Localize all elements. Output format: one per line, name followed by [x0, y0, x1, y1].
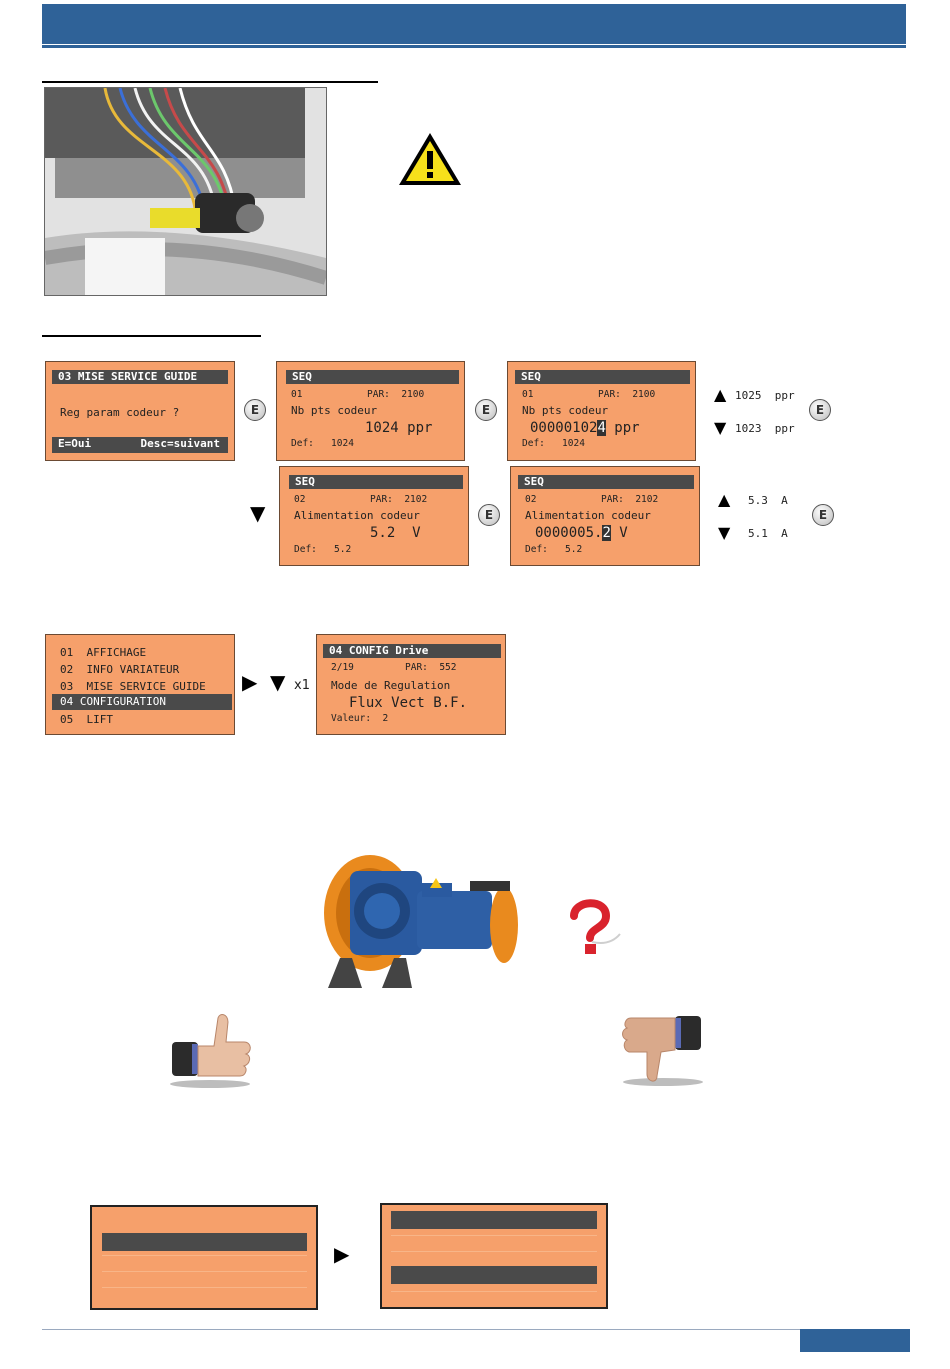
lcd-default: Def: 1024	[291, 438, 354, 449]
menu-item: 01 AFFICHAGE	[60, 646, 147, 659]
menu-item: 02 INFO VARIATEUR	[60, 663, 180, 676]
down-arrow-icon: ▼	[250, 501, 266, 525]
lcd-screen-alimentation-edit	[510, 466, 700, 566]
increment-value: 5.3 A	[748, 494, 788, 507]
lcd-title: SEQ	[289, 475, 463, 489]
lcd-seq-num: 01	[522, 389, 534, 400]
lcd-default: Def: 5.2	[294, 544, 352, 555]
lcd-title: SEQ	[286, 370, 459, 384]
lcd-param-index: 2/19	[331, 662, 354, 673]
increment-value: 1025 ppr	[735, 389, 795, 402]
lcd-cursor-digit: 2	[602, 525, 611, 541]
press-count: x1	[294, 678, 310, 693]
lcd-prompt: Reg param codeur ?	[60, 406, 180, 419]
lcd-footer-right: Desc=suivant	[140, 437, 220, 450]
decrement-value: 5.1 A	[748, 527, 788, 540]
menu-item: 05 LIFT	[60, 713, 113, 726]
lcd-par: PAR: 2102	[601, 494, 659, 505]
down-arrow-icon: ▼	[714, 418, 727, 437]
e-button[interactable]: E	[478, 504, 500, 526]
lcd-title: 03 MISE SERVICE GUIDE	[52, 370, 228, 384]
e-button[interactable]: E	[475, 399, 497, 421]
warning-icon	[397, 131, 463, 191]
lcd-label: Alimentation codeur	[294, 509, 420, 522]
lcd-title: SEQ	[518, 475, 694, 489]
lcd-config-drive	[316, 634, 506, 735]
lcd-highlight-row	[391, 1266, 597, 1284]
lcd-cursor-digit: 4	[597, 420, 606, 436]
lcd-value-edit: 000001024 ppr	[530, 420, 640, 436]
lcd-par: PAR: 552	[405, 662, 457, 673]
lcd-highlight-row	[102, 1233, 307, 1251]
lcd-default: Def: 5.2	[525, 544, 583, 555]
footer-rule	[42, 1329, 910, 1330]
lcd-par: PAR: 2100	[367, 389, 425, 400]
down-arrow-icon: ▼	[718, 523, 731, 542]
down-arrow-icon: ▼	[270, 670, 286, 694]
lcd-value: 5.2 V	[370, 525, 421, 541]
section-underline	[42, 335, 261, 337]
lcd-label: Mode de Regulation	[331, 679, 451, 692]
lcd-screen-nb-pts	[276, 361, 465, 461]
lcd-title: 04 CONFIG Drive	[323, 644, 501, 658]
lcd-seq-num: 01	[291, 389, 303, 400]
lcd-screen-mise-service	[45, 361, 235, 461]
motor-image	[322, 853, 522, 997]
encoder-cable-photo	[44, 87, 327, 296]
lcd-label: Nb pts codeur	[522, 404, 609, 417]
thumbs-up-icon	[166, 1012, 256, 1094]
section-underline	[42, 81, 378, 83]
header-bar	[42, 4, 906, 44]
lcd-label: Nb pts codeur	[291, 404, 378, 417]
right-arrow-icon: ▶	[242, 670, 258, 694]
lcd-par: PAR: 2100	[598, 389, 656, 400]
lcd-blank-left	[90, 1205, 318, 1310]
footer-page-box	[800, 1329, 910, 1352]
lcd-seq-num: 02	[525, 494, 537, 505]
e-button[interactable]: E	[809, 399, 831, 421]
lcd-value: Flux Vect B.F.	[349, 695, 468, 711]
right-arrow-icon: ▶	[334, 1242, 350, 1266]
lcd-title: SEQ	[515, 370, 690, 384]
up-arrow-icon: ▲	[714, 385, 727, 404]
lcd-footer	[52, 437, 228, 453]
lcd-value-edit: 0000005.2 V	[535, 525, 628, 541]
thumbs-down-icon	[617, 1012, 707, 1094]
lcd-default: Def: 1024	[522, 438, 585, 449]
question-mark-icon	[566, 898, 624, 962]
menu-item: 03 MISE SERVICE GUIDE	[60, 680, 206, 693]
lcd-footer-left: E=Oui	[58, 437, 92, 450]
lcd-seq-num: 02	[294, 494, 306, 505]
lcd-title-bar	[391, 1211, 597, 1229]
decrement-value: 1023 ppr	[735, 422, 795, 435]
lcd-par: PAR: 2102	[370, 494, 428, 505]
up-arrow-icon: ▲	[718, 490, 731, 509]
lcd-screen-nb-pts-edit	[507, 361, 696, 461]
lcd-blank-right	[380, 1203, 608, 1309]
menu-item-selected: 04 CONFIGURATION	[52, 694, 232, 710]
lcd-main-menu	[45, 634, 235, 735]
lcd-screen-alimentation	[279, 466, 469, 566]
lcd-default: Valeur: 2	[331, 713, 389, 724]
e-button[interactable]: E	[244, 399, 266, 421]
e-button[interactable]: E	[812, 504, 834, 526]
lcd-label: Alimentation codeur	[525, 509, 651, 522]
lcd-value: 1024 ppr	[365, 420, 433, 436]
